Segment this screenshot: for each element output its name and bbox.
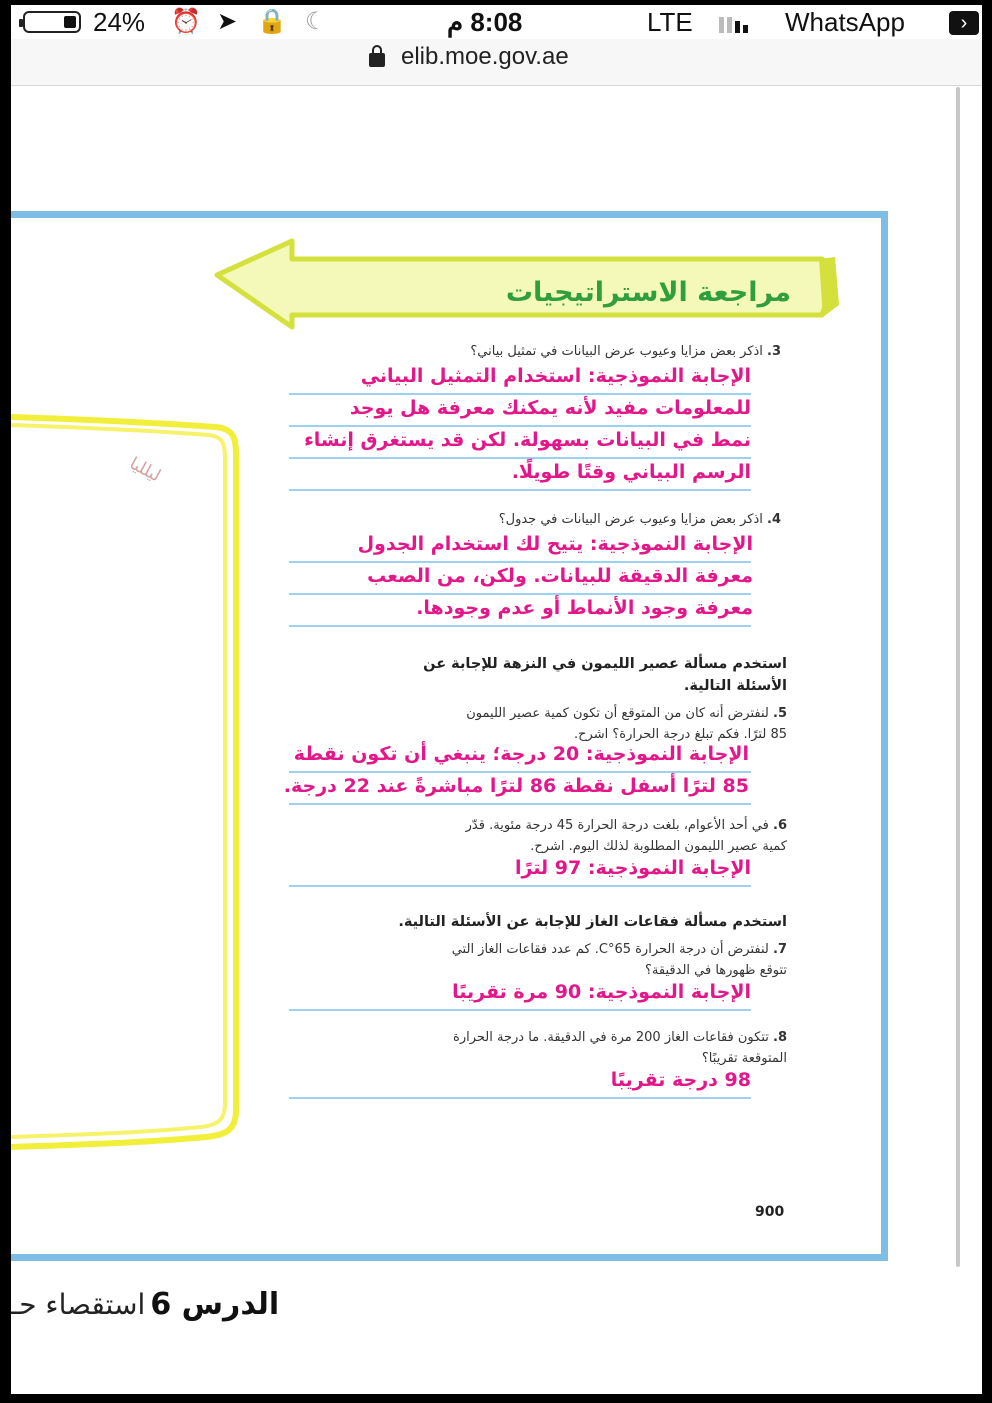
rotation-lock-icon: 🔒 bbox=[257, 8, 287, 35]
clock-time: 8:08 م bbox=[447, 7, 523, 37]
answer-3-line-4: الرسم البياني وقتًا طويلًا. bbox=[511, 461, 751, 483]
answer-3-line-3: نمط في البيانات بسهولة. لكن قد يستغرق إنشاء bbox=[304, 429, 751, 451]
answer-rule bbox=[289, 425, 751, 427]
do-not-disturb-moon-icon: ☾ bbox=[305, 8, 327, 35]
answer-3-line-1: الإجابة النموذجية: استخدام التمثيل البياني bbox=[360, 365, 751, 387]
section-heading-lemonade: استخدم مسألة عصير الليمون في النزهة للإجابة عن الأسئلة التالية. bbox=[423, 656, 787, 694]
answer-rule bbox=[289, 593, 751, 595]
answer-5-line-1: الإجابة النموذجية: 20 درجة؛ ينبغي أن تكون نقطة bbox=[293, 743, 749, 765]
answer-rule bbox=[289, 489, 751, 491]
answer-4-line-3: معرفة وجود الأنماط أو عدم وجودها. bbox=[416, 597, 753, 619]
handwritten-note: ليلليا bbox=[126, 453, 164, 487]
page-title: مراجعة الاستراتيجيات bbox=[505, 277, 791, 308]
alarm-icon: ⏰ bbox=[171, 8, 201, 35]
network-type: LTE bbox=[647, 7, 693, 37]
next-lesson-heading: الدرس 6 استقصاء حـ bbox=[11, 1287, 280, 1322]
signal-bars-icon bbox=[719, 15, 748, 33]
battery-percent: 24% bbox=[93, 7, 146, 37]
answer-rule bbox=[289, 885, 751, 887]
answer-rule bbox=[289, 803, 751, 805]
question-4: 4. اذكر بعض مزايا وعيوب عرض البيانات في جدول؟ bbox=[498, 512, 781, 527]
question-3: 3. اذكر بعض مزايا وعيوب عرض البيانات في تمثيل بياني؟ bbox=[470, 344, 781, 359]
yellow-highlighter-box bbox=[11, 405, 251, 1165]
answer-6: الإجابة النموذجية: 97 لترًا bbox=[514, 857, 751, 879]
answer-8: 98 درجة تقريبًا bbox=[610, 1069, 751, 1091]
browser-url-bar[interactable] bbox=[11, 39, 982, 86]
answer-rule bbox=[289, 393, 751, 395]
answer-3-line-2: للمعلومات مفيد لأنه يمكنك معرفة هل يوجد bbox=[349, 397, 751, 419]
question-8: 8. تتكون فقاعات الغاز 200 مرة في الدقيقة. ما درجة الحرارة المتوقعة تقريبًا؟ bbox=[453, 1030, 787, 1066]
url-text[interactable]: elib.moe.gov.ae bbox=[401, 43, 569, 70]
answer-rule bbox=[289, 561, 751, 563]
location-arrow-icon: ➤ bbox=[217, 8, 238, 35]
back-to-app-label[interactable]: WhatsApp bbox=[785, 7, 905, 37]
battery-icon bbox=[23, 11, 81, 33]
question-7: 7. لنفترض أن درجة الحرارة 65°C. كم عدد فقاعات الغاز التي تتوقع ظهورها في الدقيقة؟ bbox=[451, 942, 787, 978]
question-5: 5. لنفترض أنه كان من المتوقع أن تكون كمية عصير الليمون 85 لترًا. فكم تبلغ درجة الحرارة؟ اشرح. bbox=[466, 706, 787, 742]
answer-rule bbox=[289, 625, 751, 627]
answer-rule bbox=[289, 457, 751, 459]
answer-7: الإجابة النموذجية: 90 مرة تقريبًا bbox=[452, 981, 751, 1003]
answer-rule bbox=[289, 771, 751, 773]
answer-4-line-1: الإجابة النموذجية: يتيح لك استخدام الجدول bbox=[357, 533, 753, 555]
lock-icon bbox=[369, 53, 385, 67]
page-number: 900 bbox=[755, 1204, 785, 1220]
phone-screen bbox=[11, 5, 982, 1394]
answer-5-line-2: 85 لترًا أسفل نقطة 86 لترًا مباشرةً عند 22 درجة. bbox=[283, 775, 749, 797]
scrollbar[interactable] bbox=[956, 87, 960, 1267]
answer-4-line-2: معرفة الدقيقة للبيانات. ولكن، من الصعب bbox=[367, 565, 753, 587]
answer-rule bbox=[289, 1009, 751, 1011]
section-heading-gas-bubbles: استخدم مسألة فقاعات الغاز للإجابة عن الأسئلة التالية. bbox=[398, 914, 787, 930]
question-6: 6. في أحد الأعوام، بلغت درجة الحرارة 45 درجة مئوية. قدّر كمية عصير الليمون المطلوبة لذلك اليوم. اشرح. bbox=[465, 818, 787, 854]
back-chevron-icon[interactable]: › bbox=[949, 11, 979, 35]
status-bar bbox=[11, 5, 982, 39]
answer-rule bbox=[289, 1097, 751, 1099]
